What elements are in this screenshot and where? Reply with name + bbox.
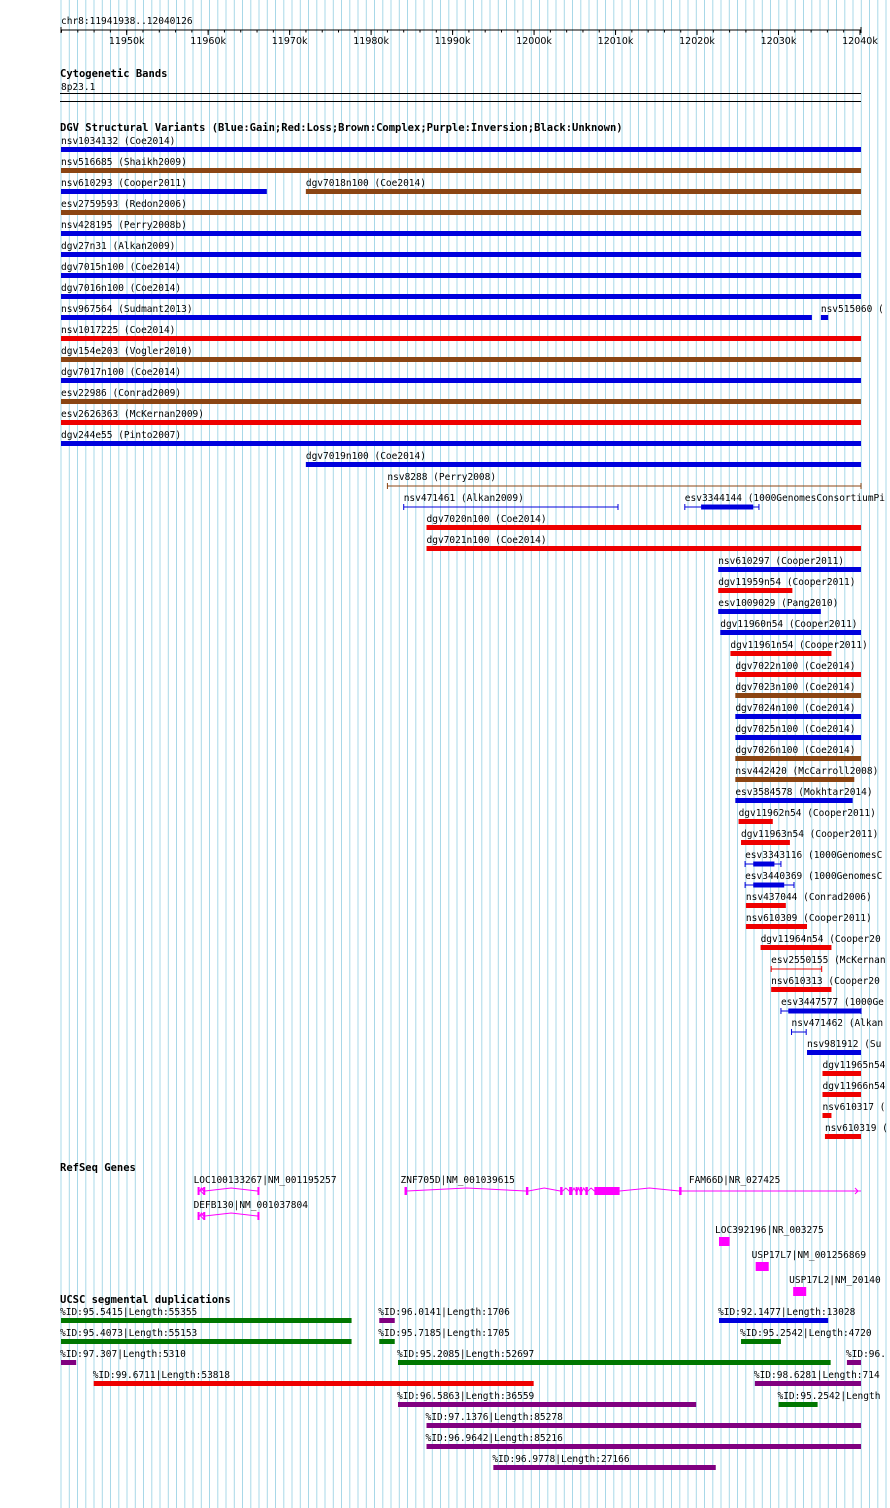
segdup-label: %ID:95.2085|Length:52697 [397, 1349, 535, 1360]
dgv-feature-label: nsv967564 (Sudmant2013) [61, 304, 193, 315]
segdup-bar [379, 1339, 394, 1344]
gene-exon [585, 1187, 587, 1195]
dgv-feature-bar [822, 1092, 861, 1097]
segdup-label: %ID:95.2542|Length [777, 1391, 881, 1402]
refseq-title: RefSeq Genes [60, 1162, 136, 1174]
gene-intron [405, 1188, 861, 1191]
dgv-feature-label: esv2550155 (McKernan [771, 955, 886, 966]
dgv-feature-label: nsv610297 (Cooper2011) [718, 556, 845, 567]
dgv-feature-bar [61, 252, 861, 257]
dgv-feature-label: dgv7015n100 (Coe2014) [61, 262, 182, 273]
segdup-label: %ID:97.1376|Length:85278 [425, 1412, 563, 1423]
segdup-label: %ID:92.1477|Length:13028 [718, 1307, 856, 1318]
dgv-feature-bar [427, 546, 861, 551]
refseq-features [194, 1175, 881, 1296]
segdup-label: %ID:96.5863|Length:36559 [397, 1391, 535, 1402]
dgv-feature-bar [730, 651, 831, 656]
segdup-label: %ID:96.0141|Length:1706 [378, 1307, 510, 1318]
gene-exon [756, 1262, 769, 1271]
dgv-feature-label: nsv442420 (McCarroll2008) [735, 766, 879, 777]
segdup-title: UCSC segmental duplications [60, 1294, 231, 1306]
dgv-feature-label: dgv7018n100 (Coe2014) [305, 178, 426, 189]
segdup-bar [379, 1318, 394, 1323]
segdup-bar [778, 1402, 817, 1407]
dgv-feature-bar [720, 630, 861, 635]
dgv-feature-label: dgv11964n54 (Cooper20 [760, 934, 881, 945]
gene-exon [405, 1187, 407, 1195]
dgv-feature-label: dgv7019n100 (Coe2014) [305, 451, 426, 462]
dgv-feature-label: nsv610293 (Cooper2011) [61, 178, 187, 189]
refseq-track [60, 1162, 881, 1296]
dgv-feature-bar [735, 735, 861, 740]
dgv-feature-label: dgv11965n54 [822, 1060, 886, 1071]
dgv-feature-label: dgv7022n100 (Coe2014) [735, 661, 856, 672]
dgv-feature-label: dgv11959n54 (Cooper2011) [718, 577, 856, 588]
dgv-feature-bar [61, 336, 861, 341]
ruler-tick-label: 11960k [190, 36, 227, 47]
ruler-tick-label: 12040k [842, 36, 878, 47]
dgv-feature-label: dgv7024n100 (Coe2014) [735, 703, 856, 714]
cytoband-label: 8p23.1 [61, 82, 96, 93]
dgv-feature-bar [807, 1050, 861, 1055]
gene-exon [580, 1187, 582, 1195]
dgv-feature-bar [739, 819, 773, 824]
dgv-feature-label: nsv610317 ( [822, 1102, 886, 1113]
dgv-feature-label: dgv7023n100 (Coe2014) [735, 682, 856, 693]
gene-exon [793, 1287, 806, 1296]
segdup-label: %ID:96.9778|Length:27166 [492, 1454, 630, 1465]
dgv-feature-label: dgv7020n100 (Coe2014) [426, 514, 547, 525]
dgv-feature-bar [822, 1113, 831, 1118]
gene-exon [719, 1237, 730, 1246]
ruler-tick-label: 11970k [271, 36, 308, 47]
gene-exon [198, 1212, 200, 1220]
dgv-feature-core [753, 883, 784, 888]
dgv-feature-bar [61, 294, 861, 299]
dgv-feature-label: nsv981912 (Su [807, 1039, 882, 1050]
dgv-feature-label: esv3584578 (Mokhtar2014) [735, 787, 873, 798]
dgv-feature-label: dgv7021n100 (Coe2014) [426, 535, 547, 546]
dgv-feature-bar [735, 672, 861, 677]
dgv-feature-label: nsv471461 (Alkan2009) [403, 493, 524, 504]
dgv-feature-bar [735, 798, 852, 803]
ruler-tick-label: 11990k [434, 36, 471, 47]
segdup-bar [847, 1360, 861, 1365]
segdup-label: %ID:95.4073|Length:55153 [60, 1328, 198, 1339]
dgv-feature-label: nsv437044 (Conrad2006) [745, 892, 872, 903]
dgv-feature-label: esv1009029 (Pang2010) [718, 598, 839, 609]
dgv-feature-label: esv22986 (Conrad2009) [61, 388, 182, 399]
segdup-label: %ID:95.2542|Length:4720 [740, 1328, 872, 1339]
dgv-feature-core [788, 1009, 861, 1014]
segdup-label: %ID:96. [845, 1349, 886, 1360]
gene-label: FAM66D|NR_027425 [688, 1175, 781, 1186]
dgv-feature-bar [61, 147, 861, 152]
dgv-feature-bar [825, 1134, 861, 1139]
gene-label: DEFB130|NM_001037804 [193, 1200, 308, 1211]
ruler-tick-label: 11950k [108, 36, 145, 47]
ruler-track [61, 16, 878, 47]
segdup-bar [427, 1444, 861, 1449]
dgv-feature-bar [822, 1071, 861, 1076]
gene-intron [198, 1213, 260, 1216]
dgv-feature-core [701, 505, 753, 510]
gene-label: LOC100133267|NM_001195257 [193, 1175, 337, 1186]
dgv-feature-label: dgv11966n54 [822, 1081, 886, 1092]
dgv-feature-core [753, 862, 774, 867]
gene-label: LOC392196|NR_003275 [715, 1225, 824, 1236]
dgv-feature-label: dgv11963n54 (Cooper2011) [741, 829, 879, 840]
dgv-feature-label: dgv27n31 (Alkan2009) [61, 241, 176, 252]
dgv-feature-bar [735, 756, 861, 761]
dgv-feature-label: nsv1034132 (Coe2014) [61, 136, 176, 147]
dgv-feature-label: dgv7026n100 (Coe2014) [735, 745, 856, 756]
dgv-feature-label: esv3344144 (1000GenomesConsortiumPi [684, 493, 885, 504]
segdup-label: %ID:99.6711|Length:53818 [92, 1370, 230, 1381]
dgv-feature-label: nsv8288 (Perry2008) [387, 472, 497, 483]
segdup-label: %ID:97.307|Length:5310 [60, 1349, 186, 1360]
dgv-feature-label: dgv11962n54 (Cooper2011) [738, 808, 876, 819]
gene-exon [594, 1187, 619, 1195]
gene-exon [198, 1187, 200, 1195]
segdup-bar [427, 1423, 861, 1428]
dgv-feature-bar [61, 210, 861, 215]
dgv-feature-label: esv2759593 (Redon2006) [61, 199, 187, 210]
dgv-feature-bar [735, 777, 854, 782]
cytoband-track [60, 68, 861, 102]
dgv-feature-label: nsv610309 (Cooper2011) [745, 913, 872, 924]
dgv-feature-bar [718, 567, 861, 572]
dgv-feature-label: nsv1017225 (Coe2014) [61, 325, 176, 336]
dgv-feature-label: dgv154e203 (Vogler2010) [61, 346, 193, 357]
dgv-feature-label: dgv7025n100 (Coe2014) [735, 724, 856, 735]
dgv-feature-label: nsv610313 (Cooper20 [771, 976, 880, 987]
dgv-feature-bar [61, 168, 861, 173]
ruler-tick-label: 12020k [679, 36, 715, 47]
gene-label: USP17L7|NM_001256869 [751, 1250, 867, 1261]
segdup-bar [61, 1339, 352, 1344]
dgv-feature-bar [771, 987, 831, 992]
dgv-feature-label: esv2626363 (McKernan2009) [61, 409, 204, 420]
segdup-bar [61, 1318, 352, 1323]
gene-intron [198, 1188, 260, 1191]
dgv-feature-bar [735, 714, 861, 719]
gene-exon [679, 1187, 681, 1195]
ruler-tick-label: 12000k [516, 36, 552, 47]
dgv-feature-bar [61, 273, 861, 278]
dgv-feature-label: dgv11960n54 (Cooper2011) [720, 619, 858, 630]
dgv-feature-label: nsv515060 ( [820, 304, 884, 315]
segdup-bar [741, 1339, 781, 1344]
dgv-feature-label: esv3440369 (1000GenomesC [745, 871, 883, 882]
dgv-feature-bar [741, 840, 790, 845]
segdup-bar [398, 1360, 831, 1365]
gene-exon [576, 1187, 578, 1195]
dgv-feature-bar [746, 903, 786, 908]
dgv-feature-label: nsv471462 (Alkan [791, 1018, 884, 1029]
dgv-feature-bar [61, 189, 267, 194]
region-label: chr8:11941938..12040126 [61, 16, 193, 27]
dgv-feature-bar [61, 357, 861, 362]
segdup-bar [61, 1360, 76, 1365]
dgv-feature-label: dgv11961n54 (Cooper2011) [730, 640, 868, 651]
dgv-feature-bar [821, 315, 828, 320]
gene-label: ZNF705D|NM_001039615 [400, 1175, 515, 1186]
dgv-feature-label: dgv7016n100 (Coe2014) [61, 283, 182, 294]
segdup-label: %ID:95.5415|Length:55355 [60, 1307, 198, 1318]
dgv-feature-bar [306, 189, 861, 194]
segdup-label: %ID:98.6281|Length:714 [753, 1370, 880, 1381]
dgv-feature-bar [718, 588, 792, 593]
segdup-bar [94, 1381, 534, 1386]
dgv-feature-label: esv3343116 (1000GenomesC [745, 850, 883, 861]
ruler-tick-label: 12030k [760, 36, 797, 47]
dgv-feature-bar [746, 924, 807, 929]
dgv-feature-label: nsv516685 (Shaikh2009) [61, 157, 187, 168]
gene-exon [560, 1187, 562, 1195]
dgv-feature-bar [61, 315, 812, 320]
dgv-feature-bar [61, 231, 861, 236]
dgv-feature-bar [427, 525, 861, 530]
segdup-label: %ID:95.7185|Length:1705 [378, 1328, 510, 1339]
dgv-feature-bar [61, 378, 861, 383]
dgv-feature-label: nsv428195 (Perry2008b) [61, 220, 187, 231]
segdup-bar [493, 1465, 715, 1470]
segdup-bar [755, 1381, 861, 1386]
gene-exon [569, 1187, 572, 1195]
gene-exon [526, 1187, 528, 1195]
gene-label: USP17L2|NM_20140 [789, 1275, 881, 1286]
dgv-feature-label: dgv244e55 (Pinto2007) [61, 430, 182, 441]
dgv-feature-label: esv3447577 (1000Ge [780, 997, 884, 1008]
dgv-feature-label: nsv610319 ( [824, 1123, 888, 1134]
dgv-feature-bar [61, 441, 861, 446]
dgv-feature-bar [306, 462, 861, 467]
gene-exon [257, 1212, 259, 1220]
dgv-feature-label: dgv7017n100 (Coe2014) [61, 367, 182, 378]
segdup-bar [398, 1402, 696, 1407]
dgv-feature-bar [61, 420, 861, 425]
ruler-tick-label: 12010k [597, 36, 634, 47]
gene-exon [257, 1187, 259, 1195]
segdup-bar [719, 1318, 828, 1323]
dgv-feature-bar [735, 693, 861, 698]
dgv-feature-bar [761, 945, 832, 950]
ruler-tick-label: 11980k [353, 36, 389, 47]
dgv-feature-bar [718, 609, 821, 614]
segdup-label: %ID:96.9642|Length:85216 [425, 1433, 563, 1444]
cytoband-title: Cytogenetic Bands [60, 68, 168, 80]
dgv-title: DGV Structural Variants (Blue:Gain;Red:Loss;Brown:Complex;Purple:Inversion;Black:Unknown) [60, 122, 623, 134]
dgv-feature-bar [61, 399, 861, 404]
